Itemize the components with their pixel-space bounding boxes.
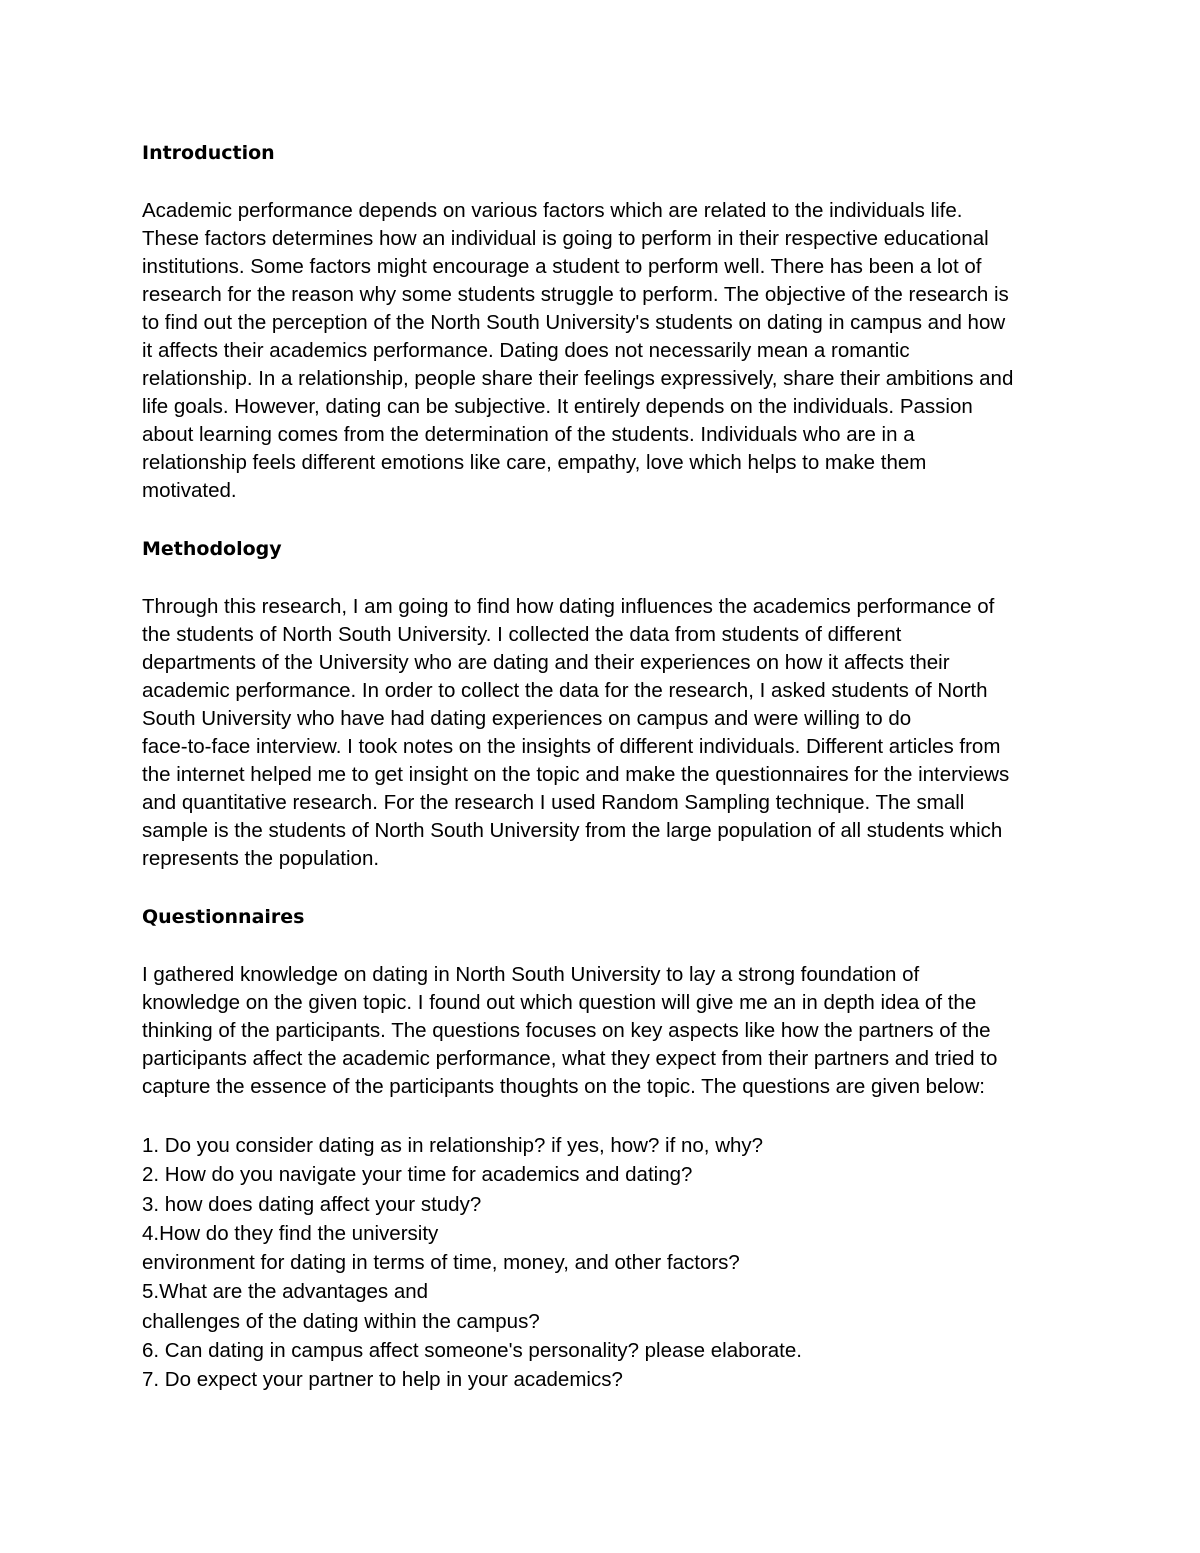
spacer	[142, 563, 1072, 593]
questionnaires-paragraph	[142, 961, 1072, 1101]
questionnaires-heading: Questionnaires	[142, 906, 305, 928]
paragraph-line: These factors determines how an individual is going to perform in their respective educational	[142, 227, 989, 250]
paragraph-line: relationship. In a relationship, people share their feelings expressively, share their ambitions and	[142, 367, 1014, 390]
paragraph-line: departments of the University who are dating and their experiences on how it affects their	[142, 651, 950, 674]
paragraph-line: research for the reason why some students struggle to perform. The objective of the research is	[142, 283, 1009, 306]
paragraph-line: I gathered knowledge on dating in North South University to lay a strong foundation of	[142, 963, 920, 986]
paragraph-line: and quantitative research. For the research I used Random Sampling technique. The small	[142, 791, 965, 814]
methodology-heading: Methodology	[142, 538, 282, 560]
question-item: 4.How do they find the university	[142, 1221, 439, 1245]
introduction-section	[142, 139, 1072, 505]
question-item: 2. How do you navigate your time for academics and dating?	[142, 1163, 693, 1187]
spacer	[142, 505, 1072, 535]
paragraph-line: capture the essence of the participants thoughts on the topic. The questions are given below:	[142, 1075, 985, 1098]
question-item: 6. Can dating in campus affect someone's personality? please elaborate.	[142, 1339, 802, 1363]
spacer	[142, 931, 1072, 961]
questionnaires-section	[142, 903, 1072, 1395]
paragraph-line: South University who have had dating experiences on campus and were willing to do	[142, 707, 912, 730]
paragraph-line: knowledge on the given topic. I found out which question will give me an in depth idea of the	[142, 991, 977, 1014]
paragraph-line: it affects their academics performance. Dating does not necessarily mean a romantic	[142, 339, 910, 362]
methodology-section	[142, 535, 1072, 873]
spacer	[142, 167, 1072, 197]
introduction-paragraph	[142, 197, 1072, 505]
paragraph-line: relationship feels different emotions like care, empathy, love which helps to make them	[142, 451, 927, 474]
paragraph-line: face-to-face interview. I took notes on the insights of different individuals. Different articles from	[142, 735, 1001, 758]
question-item: 1. Do you consider dating as in relationship? if yes, how? if no, why?	[142, 1134, 764, 1157]
paragraph-line: life goals. However, dating can be subjective. It entirely depends on the individuals. Passion	[142, 395, 973, 418]
document-page	[142, 139, 1072, 1395]
question-item: environment for dating in terms of time, money, and other factors?	[142, 1251, 740, 1275]
question-item: 3. how does dating affect your study?	[142, 1192, 482, 1216]
paragraph-line: academic performance. In order to collect the data for the research, I asked students of North	[142, 679, 988, 702]
paragraph-line: represents the population.	[142, 847, 380, 870]
paragraph-line: about learning comes from the determination of the students. Individuals who are in a	[142, 423, 915, 446]
paragraph-line: participants affect the academic performance, what they expect from their partners and tried to	[142, 1047, 998, 1070]
question-item: 5.What are the advantages and	[142, 1280, 429, 1304]
introduction-heading: Introduction	[142, 142, 275, 164]
paragraph-line: motivated.	[142, 479, 237, 502]
paragraph-line: Academic performance depends on various factors which are related to the individuals life.	[142, 199, 963, 222]
paragraph-line: institutions. Some factors might encourage a student to perform well. There has been a lot of	[142, 255, 982, 278]
methodology-paragraph	[142, 593, 1072, 873]
spacer	[142, 873, 1072, 903]
paragraph-line: Through this research, I am going to find how dating influences the academics performance of	[142, 595, 995, 618]
paragraph-line: sample is the students of North South University from the large population of all students which	[142, 819, 1003, 842]
question-list	[142, 1131, 1072, 1395]
paragraph-line: the internet helped me to get insight on the topic and make the questionnaires for the interviews	[142, 763, 1010, 786]
question-item: 7. Do expect your partner to help in your academics?	[142, 1368, 623, 1392]
paragraph-line: thinking of the participants. The questions focuses on key aspects like how the partners of the	[142, 1019, 991, 1042]
paragraph-line: to find out the perception of the North South University's students on dating in campus and how	[142, 311, 1006, 334]
question-item: challenges of the dating within the campus?	[142, 1309, 540, 1333]
spacer	[142, 1101, 1072, 1131]
paragraph-line: the students of North South University. I collected the data from students of different	[142, 623, 902, 646]
